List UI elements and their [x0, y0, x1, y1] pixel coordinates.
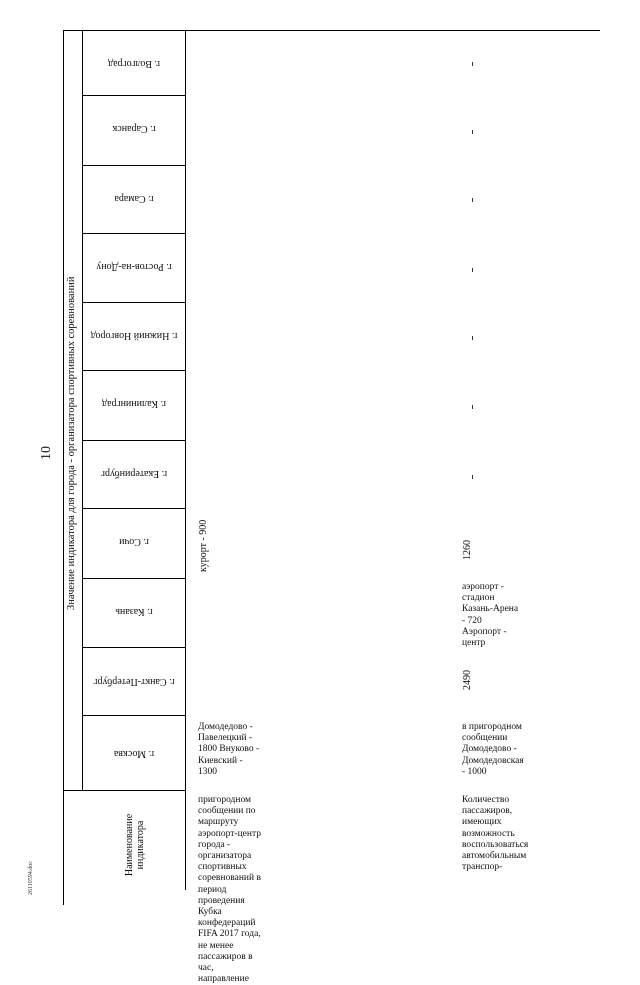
column-separator-indicator [63, 790, 185, 791]
city-row-bottom [185, 30, 186, 890]
city-header-samara: г. Самара [114, 193, 154, 205]
row2-kazan: аэропорт - стадион Казань-Арена - 720 Аэропорт - центр [462, 582, 519, 649]
row1-sochi: курорт - 900 [198, 519, 209, 572]
row2-indicator: Количество пассажиров, имеющих возможность воспользоваться автомобильным транспор- [462, 795, 529, 873]
document-id: 26110594.doc [28, 861, 34, 895]
row2-dash-kaliningrad [472, 405, 473, 409]
row2-dash-ekaterinburg [472, 475, 473, 479]
indicator-column-header: Наименование индикатора [124, 813, 146, 877]
city-header-spb: г. Санкт-Петербург [93, 676, 175, 688]
city-header-kazan: г. Казань [115, 606, 153, 618]
city-header-nizhny: г. Нижний Новгород [90, 330, 178, 342]
table-border-top [63, 30, 600, 31]
header-divider [82, 30, 83, 790]
city-header-ekaterinburg: г. Екатеринбург [100, 468, 168, 480]
city-separator [82, 233, 185, 234]
city-header-moscow: г. Москва [113, 748, 155, 760]
row2-sochi: 1260 [462, 540, 473, 560]
city-separator [82, 165, 185, 166]
page-number: 10 [39, 446, 54, 460]
city-separator [82, 647, 185, 648]
city-separator [82, 715, 185, 716]
city-header-kaliningrad: г. Калининград [101, 398, 167, 410]
city-header-saransk: г. Саранск [112, 123, 156, 135]
city-separator [82, 95, 185, 96]
city-separator [82, 508, 185, 509]
row1-moscow: Домодедово - Павелецкий - 1800 Внуково - Киевский - 1300 [198, 722, 260, 777]
row2-dash-samara [472, 198, 473, 202]
city-header-sochi: г. Сочи [119, 536, 149, 548]
city-separator [82, 370, 185, 371]
city-separator [82, 578, 185, 579]
city-separator [82, 440, 185, 441]
row2-dash-saransk [472, 130, 473, 134]
row1-indicator: пригородном сообщении по маршруту аэропорт-центр города - организатора спортивных соревнований в период проведения Кубка конфедераций FIFA 2017 года, не менее пассажиров в час, направление [198, 795, 261, 985]
row2-moscow: в пригородном сообщении Домодедово - Домодедовская - 1000 [462, 722, 524, 777]
city-separator [82, 302, 185, 303]
row2-dash-nizhny [472, 336, 473, 340]
table-border-left [63, 30, 64, 905]
city-header-rostov: г. Ростов-на-Дону [96, 261, 172, 273]
table-group-header: Значение индикатора для города - организатора спортивных соревнований [66, 276, 77, 610]
row2-dash-rostov [472, 268, 473, 272]
row2-dash-volgograd [472, 62, 473, 66]
city-header-volgograd: г. Волгоград [108, 58, 160, 70]
row2-spb: 2490 [462, 670, 473, 690]
